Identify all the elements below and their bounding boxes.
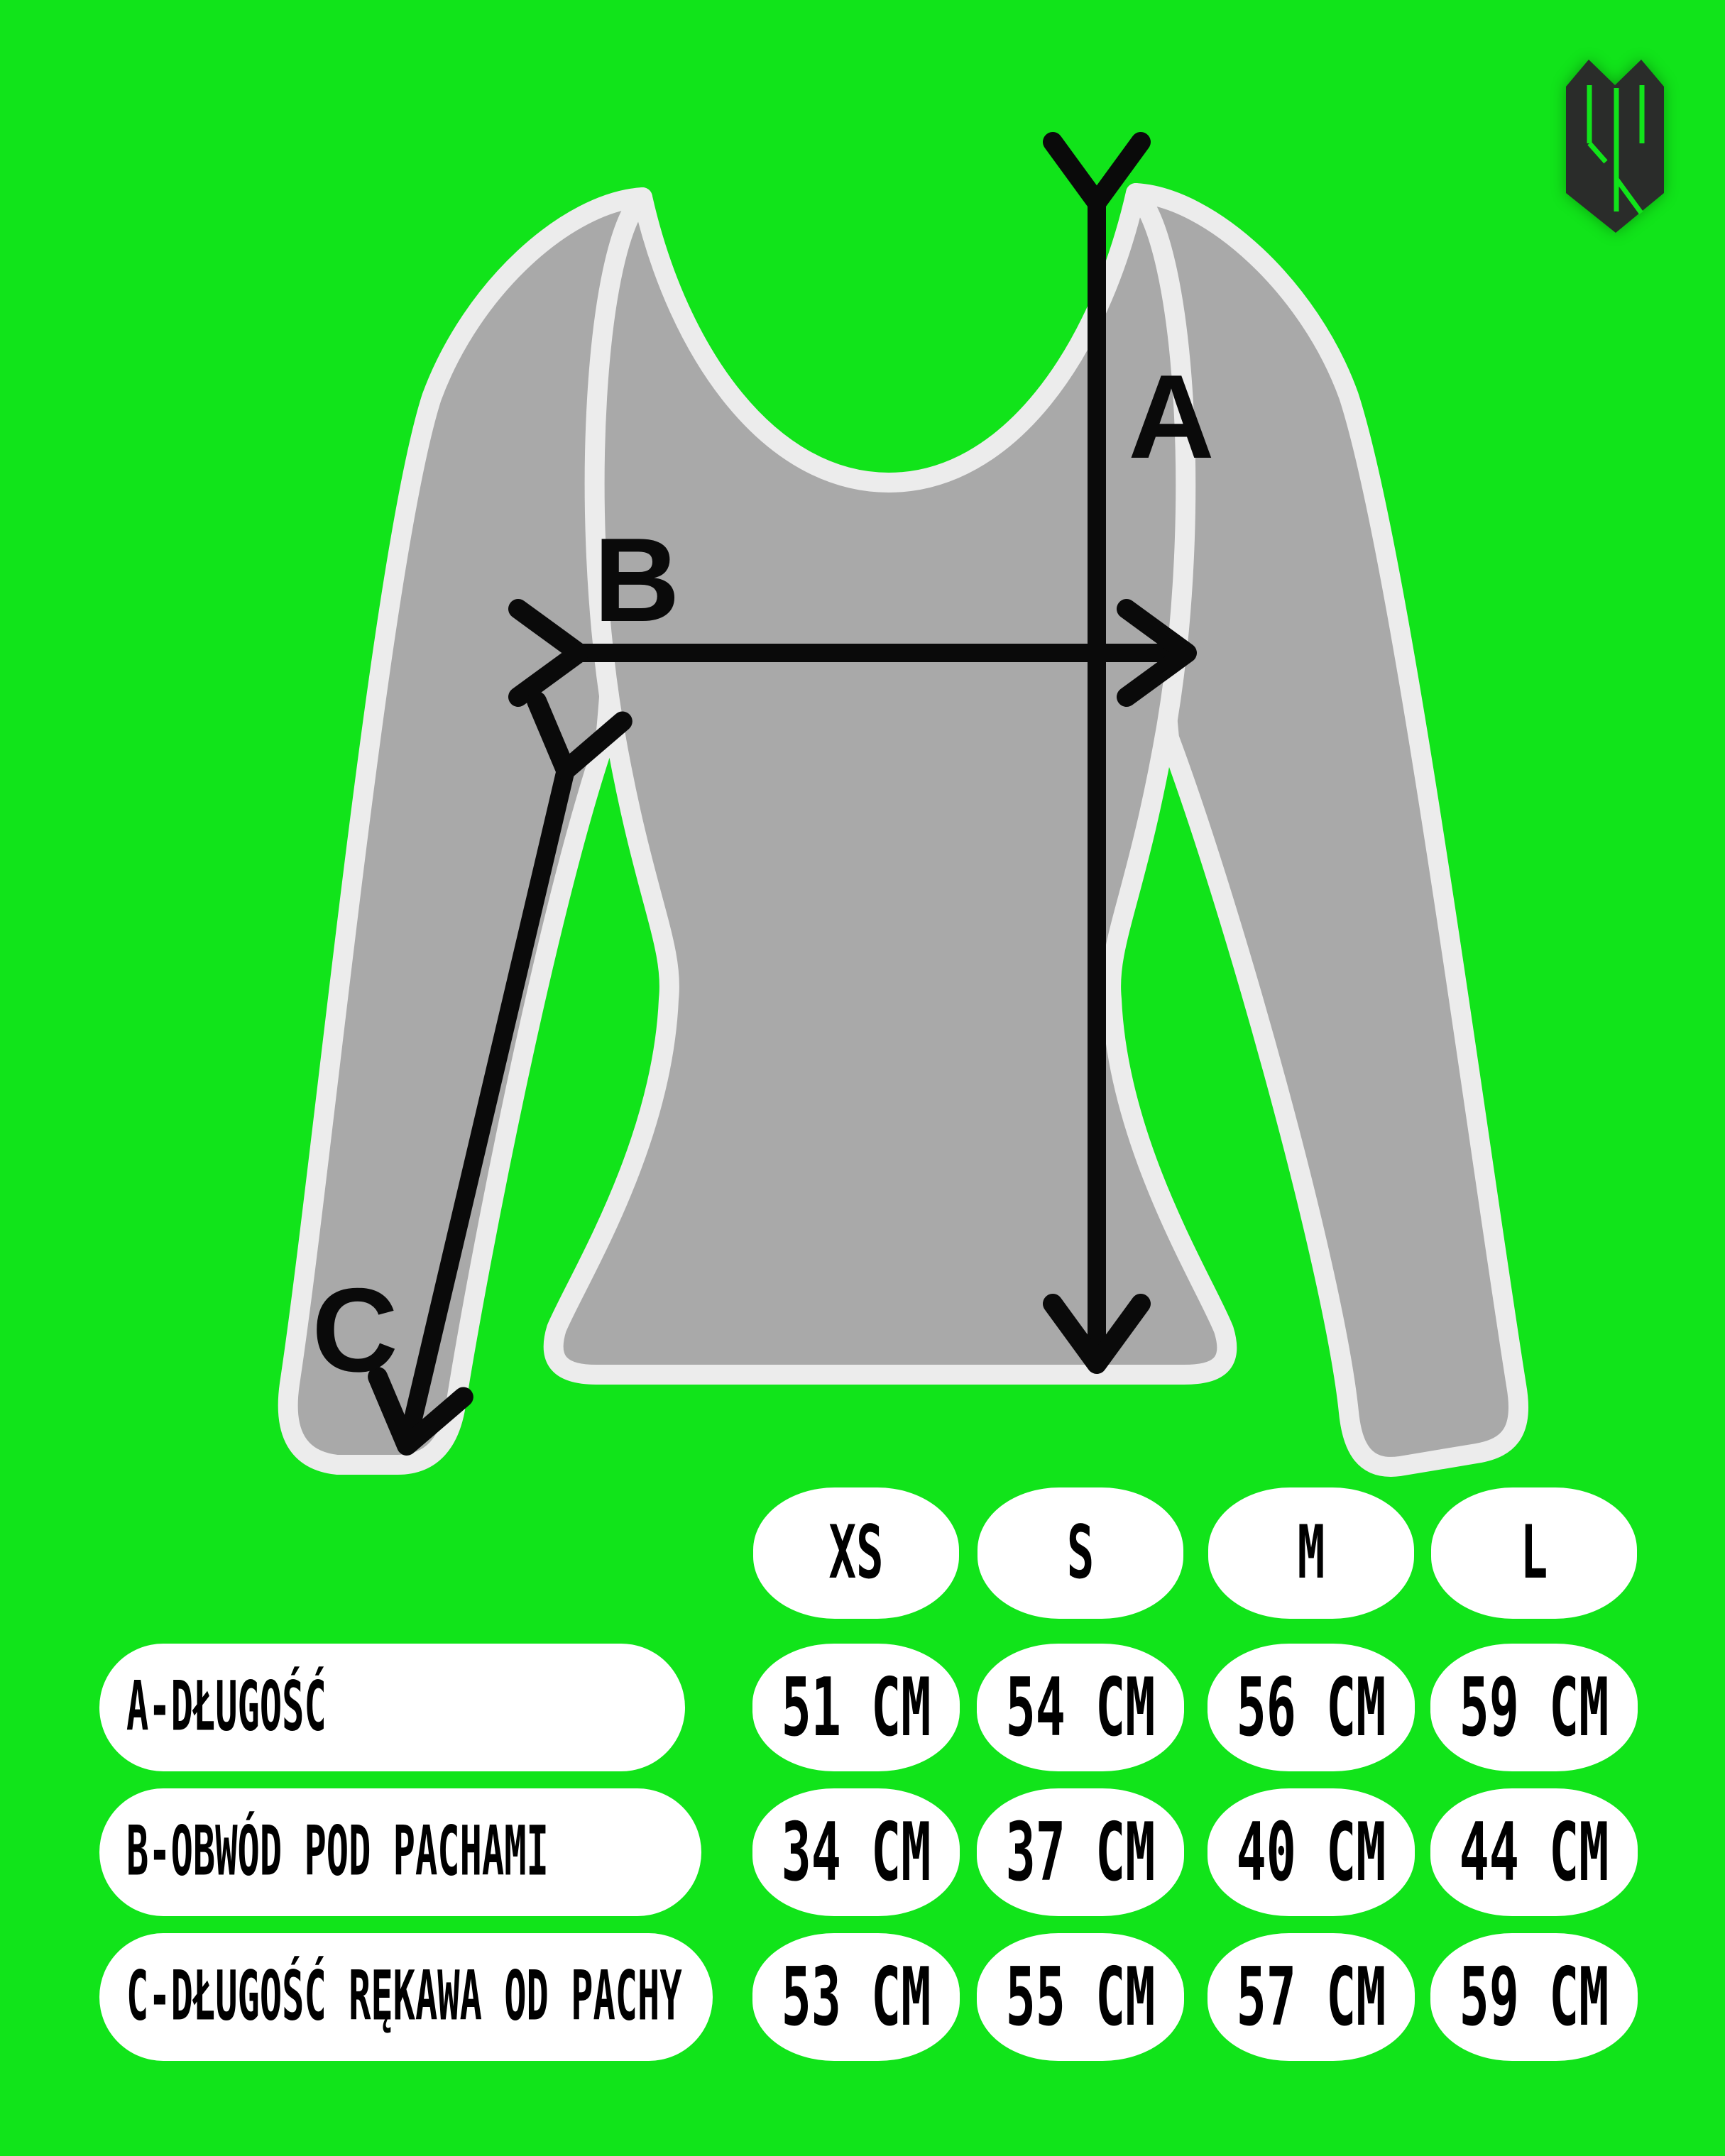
value-c-m-text: 57 CM [1236, 1949, 1386, 2045]
value-b-xs [752, 1788, 960, 1916]
size-header-xs [753, 1487, 959, 1619]
value-a-xs-text: 51 CM [781, 1660, 931, 1755]
value-a-m [1208, 1644, 1415, 1771]
row-label-b-underarm-text: B-OBWÓD POD PACHAMI [126, 1813, 549, 1892]
value-c-l-text: 59 CM [1459, 1949, 1609, 2045]
value-c-xs [752, 1933, 960, 2061]
value-b-l [1430, 1788, 1638, 1916]
value-c-s [977, 1933, 1184, 2061]
shirt-silhouette [288, 193, 1518, 1467]
value-b-s [977, 1788, 1184, 1916]
measure-label-a: A [1128, 350, 1215, 483]
row-label-a-length-text: A-DŁUGOŚĆ [126, 1668, 327, 1747]
value-a-l [1430, 1644, 1638, 1771]
size-header-m [1208, 1487, 1414, 1619]
value-c-xs-text: 53 CM [781, 1949, 931, 2045]
value-a-s [977, 1644, 1184, 1771]
value-a-m-text: 56 CM [1236, 1660, 1386, 1755]
size-header-xs-label: XS [828, 1510, 884, 1596]
measure-label-c: C [312, 1263, 398, 1397]
measure-label-b: B [593, 513, 680, 647]
value-a-s-text: 54 CM [1005, 1660, 1156, 1755]
row-label-b-underarm [99, 1788, 701, 1916]
size-header-s [978, 1487, 1183, 1619]
row-label-a-length [99, 1644, 685, 1771]
value-b-xs-text: 34 CM [781, 1805, 931, 1900]
value-a-l-text: 59 CM [1459, 1660, 1609, 1755]
size-header-s-label: S [1066, 1510, 1095, 1596]
value-c-l [1430, 1933, 1638, 2061]
brand-logo [1562, 54, 1668, 238]
value-c-s-text: 55 CM [1005, 1949, 1156, 2045]
value-b-s-text: 37 CM [1005, 1805, 1156, 1900]
value-c-m [1208, 1933, 1415, 2061]
row-label-c-sleeve-text: C-DŁUGOŚĆ RĘKAWA OD PACHY [126, 1957, 682, 2037]
row-label-c-sleeve [99, 1933, 713, 2061]
size-header-m-label: M [1297, 1510, 1325, 1596]
shirt-torso [554, 193, 1227, 1375]
size-header-l [1431, 1487, 1637, 1619]
size-header-l-label: L [1520, 1510, 1548, 1596]
value-b-m [1208, 1788, 1415, 1916]
value-a-xs [752, 1644, 960, 1771]
value-b-m-text: 40 CM [1236, 1805, 1386, 1900]
value-b-l-text: 44 CM [1459, 1805, 1609, 1900]
